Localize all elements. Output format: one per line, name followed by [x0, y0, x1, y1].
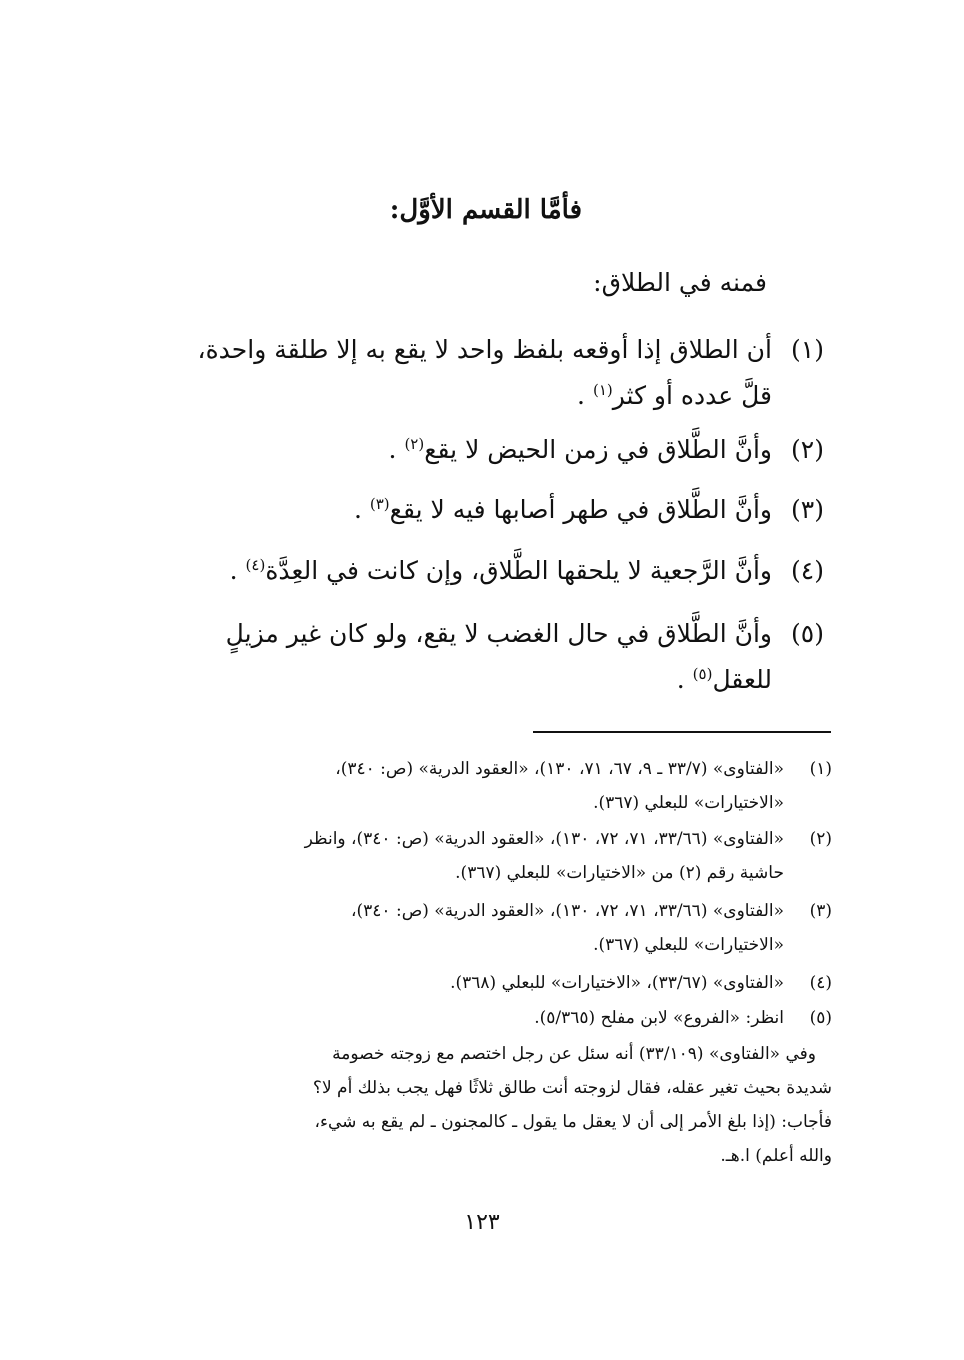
- item-number: (١): [791, 335, 824, 364]
- item-number: (٥): [791, 619, 824, 648]
- footnote-number: (٥): [809, 1008, 832, 1028]
- item-number: (٢): [791, 435, 824, 464]
- footnote-text: «الفتاوى» (٣٣/٦٦، ٧١، ٧٢، ١٣٠)، «العقود الدرية» (ص: ٣٤٠)، وانظر: [304, 829, 784, 849]
- footnote-5: [534, 1001, 832, 1035]
- intro-line: فمنه في الطلاق:: [593, 268, 767, 297]
- footnote-extra-line: فأجاب: (إذا بلغ الأمر إلى أن لا يعقل ما يقول ـ كالمجنون ـ لم يقع به شيء،: [314, 1112, 832, 1132]
- footnote-5-extra: [137, 1037, 832, 1173]
- footnote-ref: (٥): [692, 665, 713, 683]
- item-text: أن الطلاق إذا أوقعه بلفظ واحد لا يقع به إلا طلقة واحدة،: [197, 335, 772, 364]
- list-item-2: [389, 427, 824, 473]
- list-item-3: [354, 487, 824, 533]
- item-number: (٤): [791, 556, 824, 585]
- footnote-1: [335, 752, 832, 820]
- list-item-4: [230, 548, 824, 594]
- list-item-1: [198, 327, 825, 419]
- item-end: .: [676, 665, 685, 694]
- item-text: وأنَّ الطَّلاق في طهر أصابها فيه لا يقع: [389, 495, 772, 524]
- footnote-text-cont: «الاختيارات» للبعلي (٣٦٧).: [593, 793, 784, 813]
- footnote-ref: (١): [592, 381, 613, 399]
- footnote-number: (١): [809, 759, 832, 779]
- page-number: ١٢٣: [464, 1210, 500, 1235]
- footnote-text: «الفتاوى» (٣٣/٧ ـ ٩، ٦٧، ٧١، ١٣٠)، «العقود الدرية» (ص: ٣٤٠)،: [335, 759, 784, 779]
- item-end: .: [388, 435, 397, 464]
- footnote-number: (٢): [809, 829, 832, 849]
- item-text-cont: للعقل: [712, 665, 772, 694]
- footnote-ref: (٣): [369, 495, 390, 513]
- footnote-text: «الفتاوى» (٣٣/٦٦، ٧١، ٧٢، ١٣٠)، «العقود الدرية» (ص: ٣٤٠)،: [351, 901, 784, 921]
- item-number: (٣): [791, 495, 824, 524]
- item-text: وأنَّ الطَّلاق في حال الغضب لا يقع، ولو كان غير مزيلٍ: [225, 619, 772, 648]
- footnote-3: [351, 894, 832, 962]
- item-end: .: [229, 556, 238, 585]
- item-continuation: [226, 657, 824, 703]
- item-text: وأنَّ الرَّجعية لا يلحقها الطَّلاق، وإن كانت في العِدَّة: [265, 556, 772, 585]
- item-continuation: [198, 373, 825, 419]
- footnote-number: (٤): [809, 973, 832, 993]
- footnote-extra-line: وفي «الفتاوى» (٣٣/١٠٩) أنه سئل عن رجل اختصم مع زوجته خصومة: [332, 1044, 816, 1064]
- footnote-text-cont: «الاختيارات» للبعلي (٣٦٧).: [593, 935, 784, 955]
- footnote-text: «الفتاوى» (٣٣/٦٧)، «الاختيارات» للبعلي (٣٦٨).: [450, 973, 784, 993]
- footnote-2: [305, 822, 832, 890]
- footnote-ref: (٢): [404, 435, 425, 453]
- footnote-extra-line: والله أعلم) ا.هـ.: [720, 1146, 832, 1166]
- item-text: وأنَّ الطَّلاق في زمن الحيض لا يقع: [424, 435, 772, 464]
- item-end: .: [353, 495, 362, 524]
- footnote-separator: [533, 731, 831, 733]
- footnote-4: [450, 966, 832, 1000]
- footnote-number: (٣): [809, 901, 832, 921]
- item-end: .: [577, 381, 585, 410]
- footnote-ref: (٤): [245, 556, 266, 574]
- footnote-text: انظر: «الفروع» لابن مفلح (٥/٣٦٥).: [534, 1008, 784, 1028]
- section-heading: فأمَّا القسم الأوَّل:: [389, 195, 582, 225]
- item-text-cont: قلَّ عدده أو كثر: [612, 381, 772, 410]
- footnote-text-cont: حاشية رقم (٢) من «الاختيارات» للبعلي (٣٦٧).: [455, 863, 784, 883]
- list-item-5: [226, 611, 824, 703]
- footnote-extra-line: شديدة بحيث تغير عقله، فقال لزوجته أنت طالق ثلاثًا فهل يجب بذلك أم لا؟: [312, 1078, 832, 1098]
